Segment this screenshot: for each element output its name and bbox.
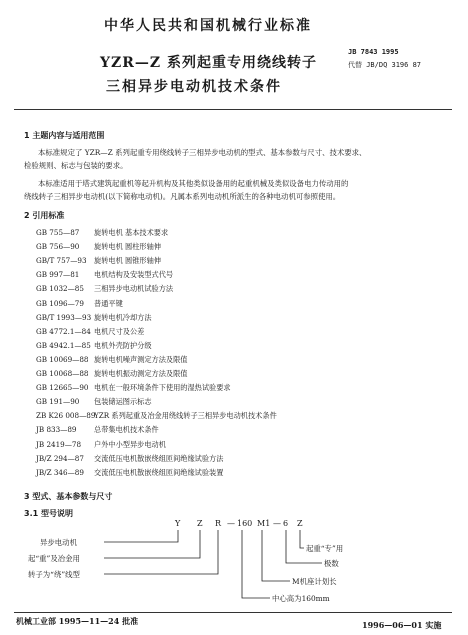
reference-code: GB 756—90: [36, 242, 80, 252]
section-1-para-2-line-2: 绕线转子三相异步电动机(以下简称电动机)。凡属本系列电动机所派生的各种电动机可参照使用。: [24, 192, 341, 201]
section-1-para-2-line-1: 本标准适用于塔式建筑起重机等起升机构及其他类似设备用的起重机械及类似设备电力传动用的: [38, 179, 349, 188]
model-dash-1: —: [227, 519, 235, 528]
reference-code: GB 191—90: [36, 397, 80, 407]
reference-title: 三相异步电动机试验方法: [94, 284, 174, 294]
reference-title: 旋转电机噪声测定方法及限值: [94, 354, 188, 364]
replaced-standard-code: 代替 JB/DQ 3196 87: [348, 61, 422, 69]
model-char-r: R: [215, 519, 222, 528]
reference-code: JB/Z 346—89: [36, 467, 84, 477]
standard-code: JB 7843 1995: [348, 48, 399, 56]
reference-code: JB 2419—78: [36, 439, 82, 449]
reference-code: GB 4772.1—84: [36, 326, 91, 336]
reference-title: 电机在一般环境条件下使用的湿热试验要求: [94, 383, 231, 393]
reference-title: 旋转电机冷却方法: [94, 312, 152, 322]
reference-title: 总带集电机技术条件: [94, 425, 159, 435]
reference-title: 旋转电机振动测定方法及限值: [94, 369, 188, 378]
model-frame-m1: M1: [257, 519, 271, 528]
subsection-3-1-heading: 3.1 型号说明: [24, 509, 73, 518]
label-frame-length: M机座计划长: [292, 577, 337, 586]
model-char-y: Y: [175, 519, 181, 528]
effective-date: 1996—06—01 实施: [362, 620, 442, 630]
footer-rule: [14, 612, 452, 613]
reference-code: GB 12665—90: [36, 383, 89, 393]
reference-title: 电机外壳防护分级: [94, 340, 152, 350]
reference-title: 电机尺寸及公差: [94, 326, 145, 336]
section-3-heading: 3 型式、基本参数与尺寸: [24, 492, 113, 501]
reference-code: GB 10069—88: [36, 354, 89, 364]
reference-code: GB 1096—79: [36, 298, 84, 308]
title-line-1: YZR—Z 系列起重专用绕线转子: [100, 55, 317, 71]
reference-title: 户外中小型异步电动机: [94, 439, 166, 449]
label-crane-metallurgy: 起“重”及冶金用: [28, 554, 80, 563]
reference-title: YZR 系列起重及冶金用绕线转子三相异步电动机技术条件: [94, 411, 277, 421]
reference-code: GB/T 757—93: [36, 256, 87, 266]
reference-code: GB 997—81: [36, 270, 80, 280]
reference-code: GB 10068—88: [36, 369, 89, 378]
title-line-2: 三相异步电动机技术条件: [106, 79, 282, 95]
reference-title: 包装储运图示标志: [94, 397, 152, 407]
label-wound-rotor: 转子为“绕”线型: [28, 570, 80, 579]
label-poles: 极数: [324, 559, 339, 568]
reference-code: GB 4942.1—85: [36, 340, 91, 350]
model-char-special-z: Z: [297, 519, 303, 528]
section-1-heading: 1 主题内容与适用范围: [24, 131, 105, 140]
section-1-para-1-line-1: 本标准规定了 YZR—Z 系列起重专用绕线转子三相异步电动机的型式、基本参数与尺寸、技术要求、: [38, 148, 367, 157]
reference-title: 旋转电机 基本技术要求: [94, 228, 169, 237]
approval-date: 机械工业部 1995—11—24 批准: [16, 616, 139, 626]
section-2-heading: 2 引用标准: [24, 211, 65, 220]
reference-title: 电机结构及安装型式代号: [94, 270, 174, 280]
issuing-organization: 中华人民共和国机械行业标准: [104, 18, 312, 34]
section-1-para-1-line-2: 检验规则、标志与包装的要求。: [24, 161, 128, 170]
model-char-z: Z: [197, 519, 203, 528]
reference-code: ZB K26 008—89: [36, 411, 96, 421]
reference-code: GB 1032—85: [36, 284, 84, 294]
label-crane-dedicated: 起重“专”用: [306, 544, 344, 553]
reference-title: 交流低压电机散嵌绕组匝间绝缘试验装置: [94, 467, 224, 477]
label-center-height: 中心高为160mm: [272, 594, 330, 603]
reference-title: 普通平键: [94, 298, 123, 308]
reference-code: JB 833—89: [36, 425, 77, 435]
reference-title: 旋转电机 圆锥形轴伸: [94, 256, 161, 266]
model-poles-6: 6: [283, 519, 289, 528]
reference-code: GB/T 1993—93: [36, 312, 92, 322]
reference-code: JB/Z 294—87: [36, 453, 84, 463]
model-height-160: 160: [237, 519, 253, 528]
model-dash-2: —: [273, 519, 281, 528]
reference-code: GB 755—87: [36, 228, 80, 237]
reference-title: 旋转电机 圆柱形轴伸: [94, 242, 161, 252]
label-async-motor: 异步电动机: [40, 538, 77, 547]
reference-title: 交流低压电机散嵌绕组匝间绝缘试验方法: [94, 453, 224, 463]
